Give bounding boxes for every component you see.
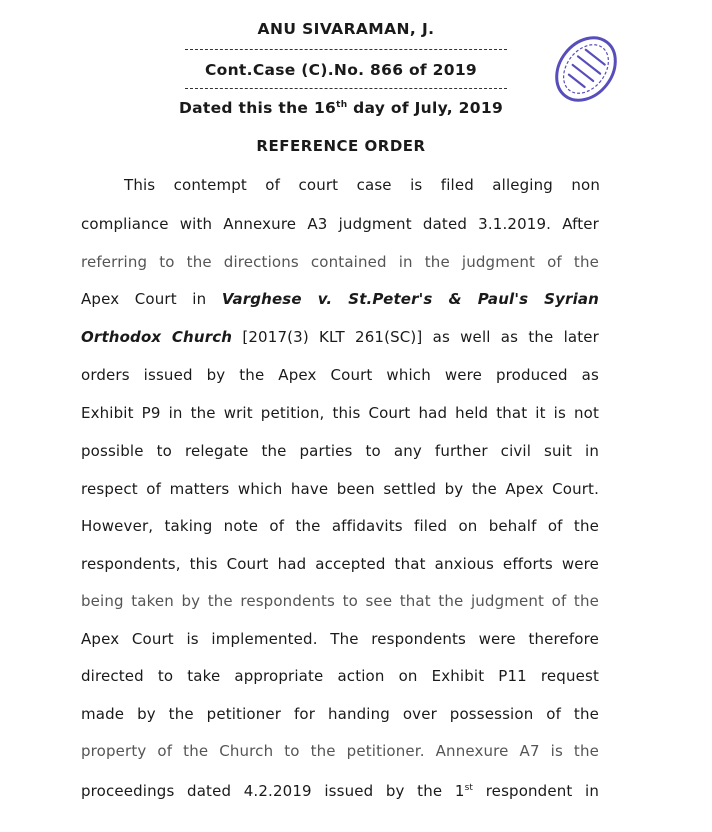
body-line [81,778,599,801]
body-line [81,289,599,309]
body-text: proceedings dated 4.2.2019 issued by the 1 [81,782,465,800]
body-line: orders issued by the Apex Court which were produced as [81,366,599,384]
body-line: directed to take appropriate action on Exhibit P11 request [81,667,599,685]
case-citation-name: Orthodox Church [81,328,233,346]
body-text: Apex Court in [81,290,222,308]
body-line: possible to relegate the parties to any further civil suit in [81,442,599,460]
order-date-suffix: day of July, 2019 [347,99,504,117]
body-line: property of the Church to the petitioner. Annexure A7 is the [81,742,599,760]
body-line: being taken by the respondents to see that the judgment of the [81,592,599,610]
case-citation-name: Varghese v. St.Peter's & Paul's Syrian [221,290,599,308]
court-seal-icon [548,24,624,114]
body-line: This contempt of court case is filed alleging non [124,176,600,194]
judge-name: ANU SIVARAMAN, J. [257,20,435,38]
body-line: Exhibit P9 in the writ petition, this Court had held that it is not [81,404,599,422]
case-number: Cont.Case (C).No. 866 of 2019 [204,61,478,79]
dashed-divider-top [185,49,507,50]
order-date-ordinal: th [336,100,348,110]
body-line: Apex Court is implemented. The respondents were therefore [81,630,599,648]
order-date-prefix: Dated this the 16 [178,99,337,117]
order-title: REFERENCE ORDER [256,137,426,155]
ordinal-suffix: st [464,783,474,793]
body-line: respondents, this Court had accepted that anxious efforts were [81,555,599,573]
body-text: [2017(3) KLT 261(SC)] as well as the later [232,328,599,346]
dashed-divider-bottom [185,88,507,89]
body-line: made by the petitioner for handing over possession of the [81,705,599,723]
body-line: However, taking note of the affidavits filed on behalf of the [81,517,599,535]
body-text: respondent in [473,782,599,800]
body-line: compliance with Annexure A3 judgment dated 3.1.2019. After [81,215,599,233]
body-line: referring to the directions contained in the judgment of the [81,253,599,271]
body-line: respect of matters which have been settled by the Apex Court. [81,480,599,498]
body-line [81,327,599,347]
